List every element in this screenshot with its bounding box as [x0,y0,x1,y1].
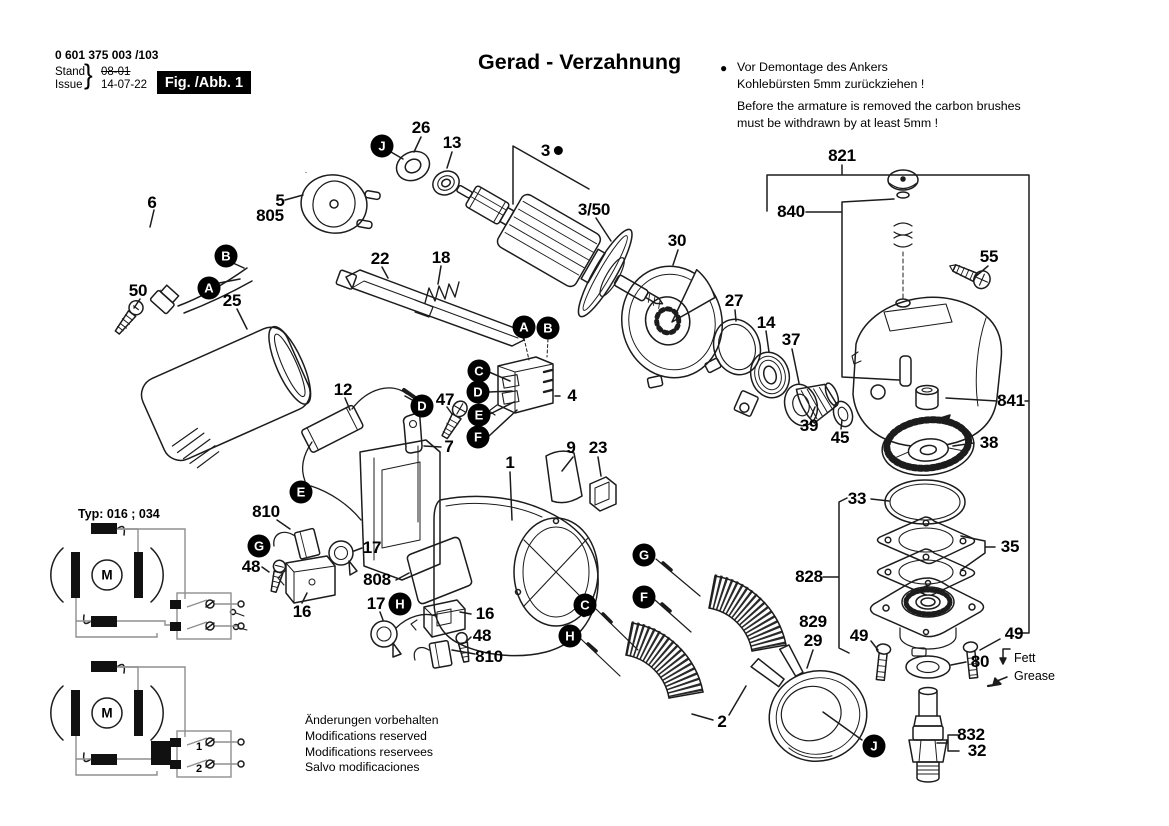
part-label-805: 805 [256,206,284,225]
part-label-840: 840 [777,202,805,221]
part-label-18: 18 [431,248,451,267]
brace-glyph: } [84,58,93,90]
part-label-832: 832 [957,725,985,744]
part-label-2: 2 [717,712,727,731]
modifications-line: Änderungen vorbehalten [305,713,439,727]
grease-label-de: Fett [1014,651,1036,665]
part-label-810: 810 [252,502,280,521]
part-label-30: 30 [667,231,687,250]
switch-4 [489,357,553,415]
armature-3 [433,145,687,349]
part-label-33: 33 [847,489,867,508]
nut-45 [830,399,856,430]
bullet-icon [554,146,563,155]
wiring-schematic-1 [51,523,244,639]
contact-number-2: 2 [195,763,203,775]
part-label-37: 37 [781,330,801,349]
part-label-29: 29 [803,631,823,650]
part-label-16: 16 [292,602,312,621]
page-title: Gerad - Verzahnung [478,50,682,74]
part-label-48: 48 [472,626,492,645]
spring-18 [425,282,459,303]
issue-label: Issue [55,79,83,91]
wire-badge-D: D [411,395,434,418]
figure-label: Fig. /Abb. 1 [157,71,251,94]
contact-number-1: 1 [195,741,203,753]
part-label-16: 16 [475,604,495,623]
part-label-23: 23 [588,438,608,457]
screw-48-left [267,559,286,593]
wire-badge-C: C [574,594,597,617]
cover-flap-9 [546,451,582,503]
wire-badge-B: B [215,245,238,268]
part-label-32: 32 [967,741,987,760]
document-number: 0 601 375 003 /103 [55,48,159,62]
notice-en-line2: must be withdrawn by at least 5mm ! [737,116,939,130]
wire-badge-H: H [559,625,582,648]
bearing-14 [745,348,794,403]
part-label-17: 17 [362,538,382,557]
part-label-841: 841 [997,391,1025,410]
wire-badge-G: G [248,535,271,558]
notice-de-line1: Vor Demontage des Ankers [737,60,888,74]
wire-badge-E: E [290,481,313,504]
suppressor-12 [301,388,414,520]
wire-badge-F: F [467,426,490,449]
leader-lines [134,137,1029,751]
part-label-5: 5 [275,191,285,210]
modifications-note [305,713,439,776]
part-label-821: 821 [828,146,856,165]
clamp-7 [404,414,423,453]
wire-badge-G: G [633,544,656,567]
part-label-45: 45 [830,428,850,447]
part-label-38: 38 [979,433,999,452]
part-label-39: 39 [799,416,819,435]
wire-badge-B: B [537,317,560,340]
part-label-17: 17 [366,594,386,613]
part-label-27: 27 [724,291,744,310]
part-label-828: 828 [795,567,823,586]
part-label-35: 35 [1000,537,1020,556]
part-label-12: 12 [333,380,353,399]
cap-17-left [329,541,357,575]
part-label-14: 14 [756,313,776,332]
modifications-line: Salvo modificaciones [305,760,420,775]
field-coil-upper [709,576,786,651]
motor-cover-25 [136,320,325,477]
part-label-9: 9 [566,438,576,457]
plug [296,170,382,240]
wire-badge-C: C [468,360,491,383]
wire-badge-J: J [371,135,394,158]
part-label-49: 49 [849,626,869,645]
part-label-810: 810 [475,647,503,666]
part-label-3-50: 3/50 [577,200,611,219]
type-label: Typ: 016 ; 034 [78,507,160,521]
modifications-line: Modifications reserved [305,728,427,743]
stand-value: 08-01 [101,66,131,78]
grease-marks [988,649,1010,686]
notice-en-line1: Before the armature is removed the carbon brushes [737,99,1021,113]
part-label-1: 1 [505,453,515,472]
motor-symbol-label: M [101,705,113,721]
part-label-55: 55 [979,247,999,266]
wire-badge-A: A [513,316,536,339]
field-coil-lower [626,623,703,698]
key-block [734,390,759,417]
part-label-26: 26 [411,118,431,137]
stand-label: Stand [55,66,86,78]
gear-housing [852,297,1001,447]
grease-label-en: Grease [1014,669,1055,683]
part-label-7: 7 [444,437,454,456]
screw-49-left [873,643,891,680]
wire-badge-A: A [198,277,221,300]
crown-gear-38 [879,414,976,479]
part-label-22: 22 [370,249,390,268]
wire-badge-E: E [468,404,491,427]
wiring-schematic-2 [51,661,244,777]
part-label-49: 49 [1004,624,1024,643]
part-label-47: 47 [435,390,455,409]
part-label-808: 808 [363,570,391,589]
pin-and-sleeve-841 [900,356,938,410]
part-label-3: 3 [541,141,563,161]
part-label-4: 4 [567,386,577,405]
part-label-80: 80 [970,652,990,671]
spindle-832 [909,688,947,783]
part-label-13: 13 [442,133,462,152]
issue-value: 14-07-22 [101,79,148,91]
part-label-829: 829 [799,612,827,631]
wire-badge-J: J [863,735,886,758]
ring-26 [392,146,435,186]
button-840 [888,170,918,298]
wire-badge-F: F [633,586,656,609]
bearing-13 [429,167,463,200]
screw-50 [111,298,145,337]
wire-badge-H: H [389,593,412,616]
fan-guard-30 [611,257,733,391]
part-label-25: 25 [222,291,242,310]
part-label-50: 50 [128,281,148,300]
washer-80 [906,656,950,678]
modifications-line: Modifications reservees [305,744,434,759]
motor-symbol-label: M [101,567,113,583]
wire-badge-D: D [467,381,490,404]
switch-slider-23 [590,477,616,511]
part-label-48: 48 [241,557,261,576]
lever-22 [336,270,524,346]
part-label-6: 6 [147,193,157,212]
notice-bullet-icon: ● [720,61,728,75]
notice-de-line2: Kohlebürsten 5mm zurückziehen ! [737,77,925,91]
brush-set-left [274,528,335,603]
